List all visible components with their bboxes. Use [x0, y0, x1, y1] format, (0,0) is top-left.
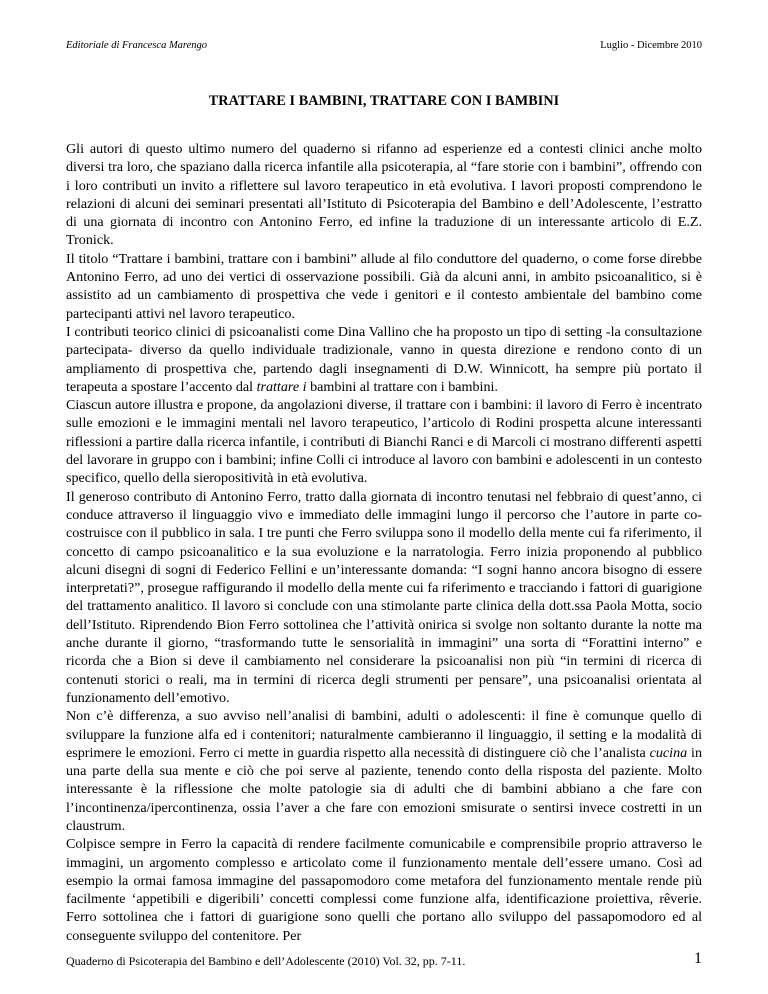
page-header — [66, 40, 702, 56]
paragraph-5: Il generoso contributo di Antonino Ferro, tratto dalla giornata di incontro tenutasi nel febbraio di quest’anno, ci conduce attraverso il linguaggio vivo e immediato delle immagini lungo il percorso che l’autore in parte co-costruisce con il pubblico in sala. I tre punti che Ferro sviluppa sono il modello della mente cui fa riferimento, il concetto di campo psicoanalitico e la sua evoluzione e la narratologia. Ferro inizia proponendo al pubblico alcuni disegni di sogni di Federico Fellini e un’interessante domanda: “I sogni hanno ancora bisogno di essere interpretati?”, prosegue raffigurando il modello della mente cui fa riferimento e tracciando i fattori di guarigione del trattamento analitico. Il lavoro si conclude con una stimolante parte clinica della dott.ssa Paola Motta, socio dell’Istituto. Riprendendo Bion Ferro sottolinea che l’attività onirica si svolge non soltanto durante la notte ma anche durante il giorno, “trasformando tutte le sensorialità in immagini” una sorta di “Forattini interno” e ricorda che a Bion si deve il cambiamento nel considerare la psicoanalisi non più “in termini di ricerca di contenuti storici o reali, ma in termini di ricerca degli strumenti per pensare”, una psicoanalisi orientata al funzionamento dell’emotivo. — [66, 488, 702, 706]
header-date: Luglio - Dicembre 2010 — [600, 40, 702, 51]
paragraph-3-text-a: I contributi teorico clinici di psicoanalisti come Dina Vallino che ha proposto un tipo di setting -la consultazione partecipata- diverso da quello individuale tradizionale, vanno in questa direzione e rendono conto di un ampliamento di prospettiva che, partendo dagli insegnamenti di D.W. Winnicott, ha sempre più portato il terapeuta a spostare l’accento dal — [66, 323, 702, 395]
footer-citation: Quaderno di Psicoterapia del Bambino e dell’Adolescente (2010) Vol. 32, pp. 7-11. — [66, 954, 466, 968]
paragraph-1: Gli autori di questo ultimo numero del quaderno si rifanno ad esperienze ed a contesti clinici anche molto diversi tra loro, che spaziano dalla ricerca infantile alla psicoterapia, al “fare storie con i bambini”, offrendo con i loro contributi un invito a riflettere sul lavoro terapeutico in età evolutiva. I lavori proposti comprendono le relazioni di alcuni dei seminari presentati all’Istituto di Psicoterapia del Bambino e dell’Adolescente, l’estratto di una giornata di incontro con Antonino Ferro, ed infine la traduzione di un interessante articolo di E.Z. Tronick. — [66, 141, 702, 249]
paragraph-6-text-a: Non c’è differenza, a suo avviso nell’analisi di bambini, adulti o adolescenti: il fine è comunque quello di sviluppare la funzione alfa ed i contenitori; naturalmente cambieranno il linguaggio, il setting e la modalità di esprimere le emozioni. Ferro ci mette in guardia rispetto alla necessità di distinguere ciò che l’analista — [66, 708, 702, 761]
page-footer — [66, 950, 702, 970]
paragraph-7: Colpisce sempre in Ferro la capacità di rendere facilmente comunicabile e comprensibile proprio attraverso le immagini, un argomento complesso e articolato come il funzionamento mentale dell’essere umano. Così ad esempio la ormai famosa immagine del passapomodoro come metafora del funzionamento mentale rende più facilmente ‘appetibili e digeribili’ concetti complessi come funzione alfa, identificazione proiettiva, rêverie. Ferro sottolinea che i fattori di guarigione sono quelli che portano allo sviluppo del passapomodoro ed al conseguente sviluppo del contenitore. Per — [66, 836, 702, 944]
paragraph-6-emphasis: cucina — [649, 744, 688, 761]
header-author: Editoriale di Francesca Marengo — [66, 40, 208, 51]
paragraph-4: Ciascun autore illustra e propone, da angolazioni diverse, il trattare con i bambini: il lavoro di Ferro è incentrato sulle emozioni e le immagini mentali nel lavoro terapeutico, l’articolo di Rodini prospetta alcune interessanti riflessioni a partire dalla ricerca infantile, i contributi di Bianchi Ranci e di Marcoli ci mostrano differenti aspetti del lavorare in gruppo con i bambini; infine Colli ci introduce al lavoro con bambini e adolescenti in un contesto specifico, quello della sieropositività in età evolutiva. — [66, 397, 702, 487]
paragraph-3 — [66, 323, 702, 396]
page-number: 1 — [694, 950, 702, 967]
paragraph-2: Il titolo “Trattare i bambini, trattare con i bambini” allude al filo conduttore del quaderno, o come forse direbbe Antonino Ferro, ad uno dei vertici di osservazione possibili. Già da alcuni anni, in ambito psicoanalitico, si è assistito ad un cambiamento di prospettiva che vede i genitori e il contesto ambientale del bambino come partecipanti attivi nel lavoro terapeutico. — [66, 250, 702, 322]
paragraph-6 — [66, 707, 702, 835]
paragraph-3-emphasis: trattare i — [256, 378, 307, 395]
paragraph-3-text-b: bambini al trattare con i bambini. — [306, 378, 498, 395]
article-body — [66, 140, 702, 945]
paragraph-6-text-b: in una parte della sua mente e ciò che poi serve al paziente, tenendo conto della risposta del paziente. Molto interessante è la riflessione che molte patologie sia di adulti che di bambini abbiano a che fare con l’incontinenza/ipercontinenza, ossia l’aver a che fare con emozioni smisurate o sentirsi invece costretti in un claustrum. — [66, 744, 702, 834]
article-title: TRATTARE I BAMBINI, TRATTARE CON I BAMBINI — [208, 93, 560, 109]
